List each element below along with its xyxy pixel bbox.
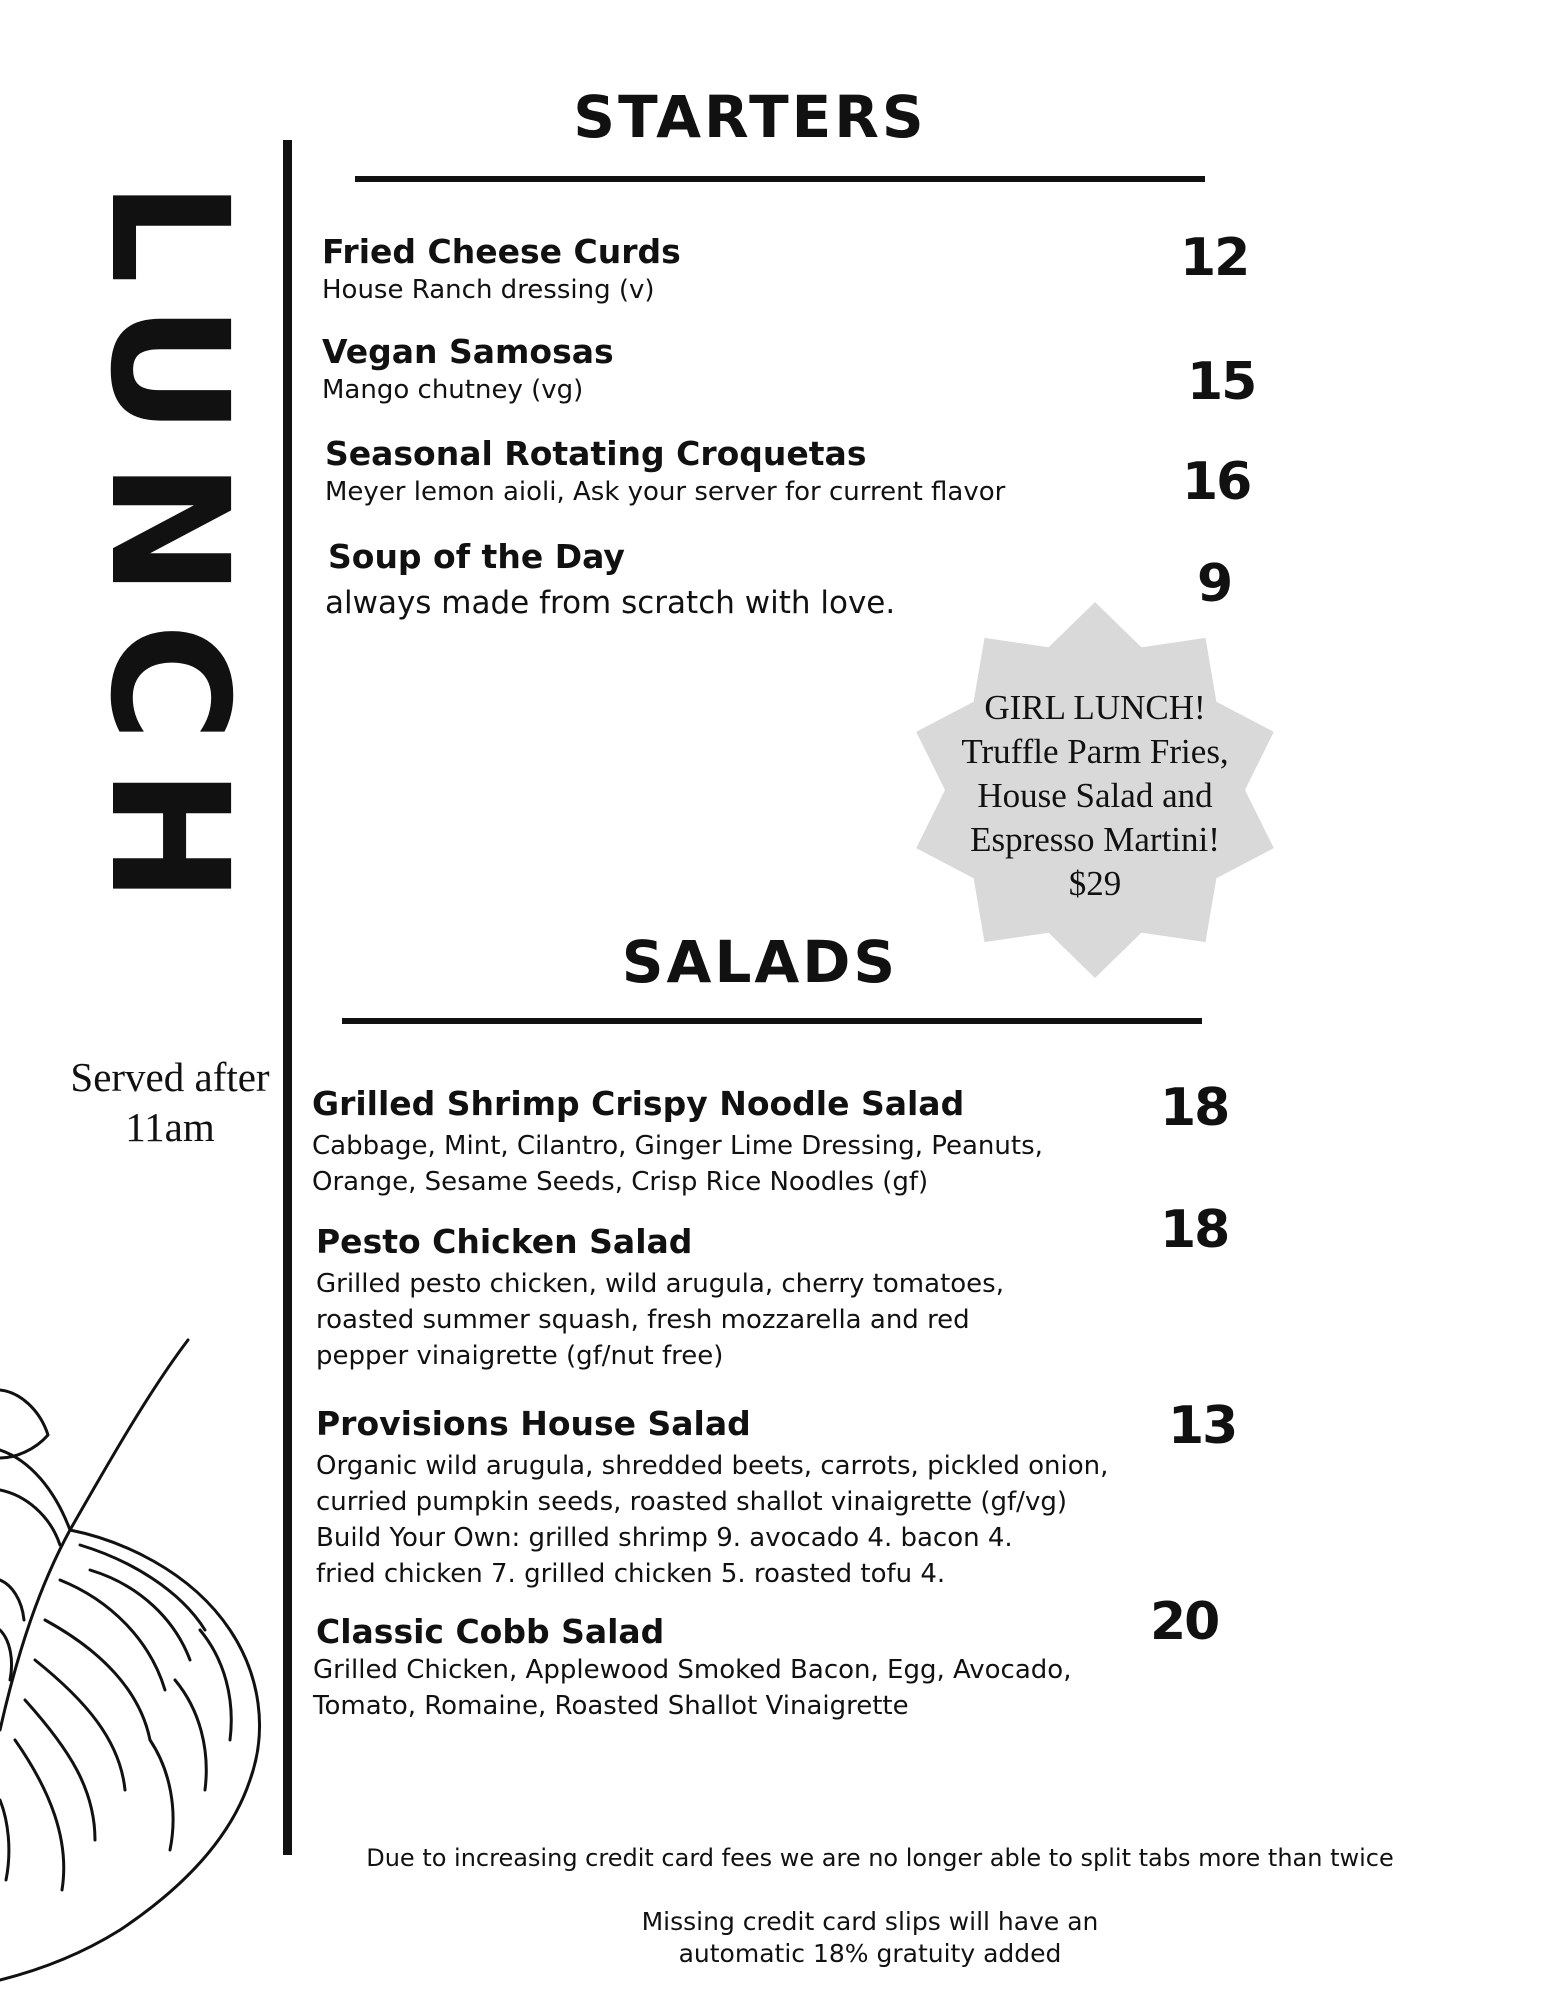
item-price: 16 — [1182, 452, 1251, 512]
lunch-title: LUNCH — [74, 180, 262, 930]
item-name: Vegan Samosas — [322, 332, 614, 371]
item-description: Mango chutney (vg) — [322, 375, 584, 405]
gratuity-notice-line2: automatic 18% gratuity added — [678, 1939, 1062, 1968]
item-price: 9 — [1197, 554, 1232, 614]
starters-heading: STARTERS — [573, 83, 927, 151]
item-description: always made from scratch with love. — [325, 585, 896, 621]
item-description: Meyer lemon aioli, Ask your server for current flavor — [325, 477, 1006, 507]
item-name: Pesto Chicken Salad — [316, 1222, 693, 1261]
item-description: Grilled pesto chicken, wild arugula, cherry tomatoes, roasted summer squash, fresh mozzarella and red pepper vinaigrette (gf/nut free) — [316, 1269, 1004, 1371]
menu-item-provisions-house-salad — [316, 1404, 1108, 1592]
item-name: Soup of the Day — [328, 537, 625, 576]
menu-item-classic-cobb-salad — [313, 1612, 1072, 1724]
menu-item-grilled-shrimp-salad — [312, 1084, 1043, 1200]
item-description: House Ranch dressing (v) — [322, 275, 655, 305]
split-tabs-notice: Due to increasing credit card fees we are no longer able to split tabs more than twice — [366, 1844, 1394, 1872]
item-name: Grilled Shrimp Crispy Noodle Salad — [312, 1084, 965, 1123]
item-name: Provisions House Salad — [316, 1404, 751, 1443]
item-price: 15 — [1187, 352, 1256, 412]
item-price: 13 — [1168, 1396, 1237, 1456]
item-price: 20 — [1150, 1592, 1219, 1652]
item-description: Organic wild arugula, shredded beets, carrots, pickled onion, curried pumpkin seeds, roasted shallot vinaigrette (gf/vg) Build Your Own: grilled shrimp 9. avocado 4. bacon 4. fried chicken 7. grilled chicken 5. roasted tofu 4. — [316, 1451, 1109, 1589]
menu-item-pesto-chicken-salad — [316, 1222, 1004, 1374]
item-price: 18 — [1160, 1200, 1229, 1260]
item-price: 12 — [1180, 228, 1249, 288]
item-name: Seasonal Rotating Croquetas — [325, 434, 867, 473]
item-description: Grilled Chicken, Applewood Smoked Bacon, Egg, Avocado, Tomato, Romaine, Roasted Shallot Vinaigrette — [313, 1655, 1072, 1721]
menu-item-seasonal-croquetas — [325, 434, 1005, 510]
gratuity-notice-line1: Missing credit card slips will have an — [641, 1907, 1099, 1936]
promo-text — [905, 686, 1285, 906]
menu-item-fried-cheese-curds — [322, 232, 681, 308]
menu-item-vegan-samosas — [322, 332, 614, 408]
salads-divider — [342, 1018, 1202, 1024]
promo-text-body: GIRL LUNCH! Truffle Parm Fries, House Salad and Espresso Martini! $29 — [961, 688, 1229, 903]
item-name: Fried Cheese Curds — [322, 232, 681, 271]
monstera-leaf-icon — [0, 1330, 300, 2000]
menu-item-soup-of-the-day — [325, 537, 896, 623]
served-after-note: Served after 11am — [70, 1054, 270, 1150]
item-price: 18 — [1160, 1078, 1229, 1138]
starters-divider — [355, 176, 1205, 182]
item-description: Cabbage, Mint, Cilantro, Ginger Lime Dressing, Peanuts, Orange, Sesame Seeds, Crisp Rice Noodles (gf) — [312, 1131, 1043, 1197]
item-name: Classic Cobb Salad — [316, 1612, 665, 1651]
salads-heading: SALADS — [621, 928, 899, 996]
